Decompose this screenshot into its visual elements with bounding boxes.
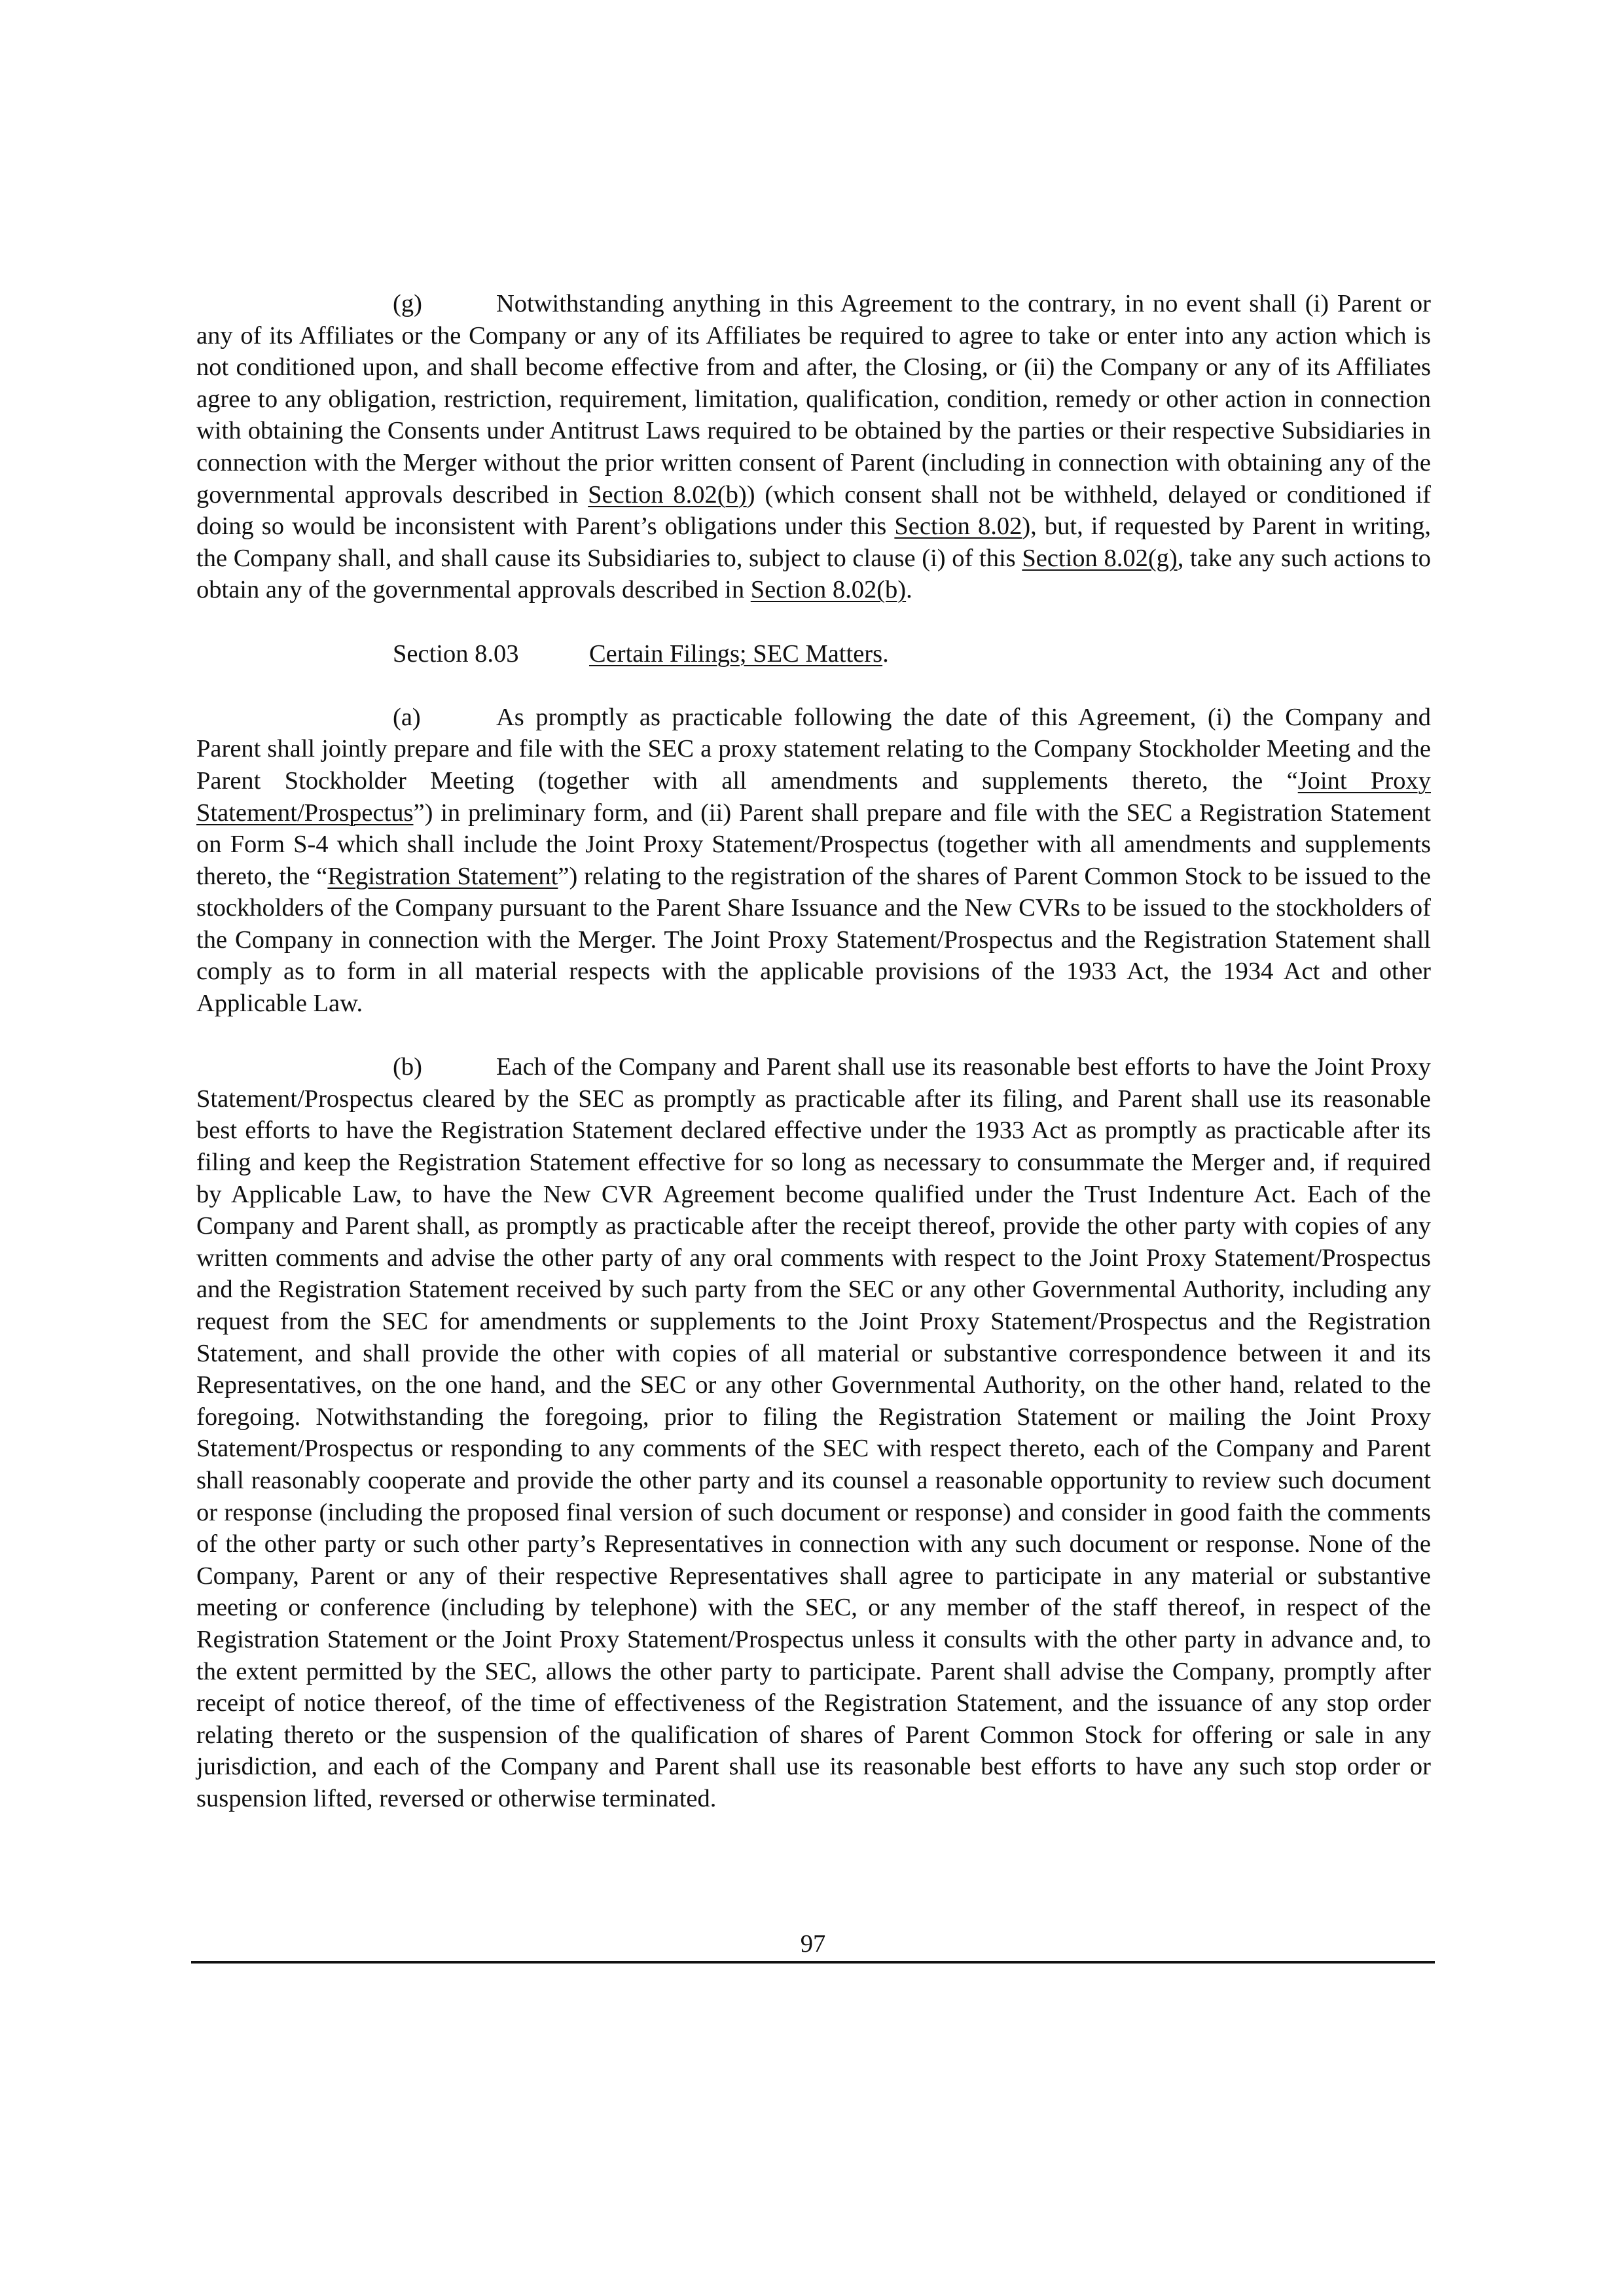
paragraph-text: Each of the Company and Parent shall use its reasonable best efforts to have the Joint Proxy Statement/Prospectus cleared by the SEC as promptly as practicable after its filing, and Parent shall use its reasonable best efforts to have the Registration Statement declared effective under the 1933 Act as promptly as practicable after its filing and keep the Registration Statement effective for so long as necessary to consummate the Merger and, if required by Applicable Law, to have the New CVR Agreement become qualified under the Trust Indenture Act. Each of the Company and Parent shall, as promptly as practicable after the receipt thereof, provide the other party with copies of any written comments and advise the other party of any oral comments with respect to the Joint Proxy Statement/Prospectus and the Registration Statement received by such party from the SEC or any other Governmental Authority, including any request from the SEC for amendments or supplements to the Joint Proxy Statement/Prospectus and the Registration Statement, and shall provide the other with copies of all material or substantive correspondence between it and its Representatives, on the one hand, and the SEC or any other Governmental Authority, on the other hand, related to the foregoing. Notwithstanding the foregoing, prior to filing the Registration Statement or mailing the Joint Proxy Statement/Prospectus or responding to any comments of the SEC with respect thereto, each of the Company and Parent shall reasonably cooperate and provide the other party and its counsel a reasonable opportunity to review such document or response (including the proposed final version of such document or response) and consider in good faith the comments of the other party or such other party’s Representatives in connection with any such document or response. None of the Company, Parent or any of their respective Representatives shall agree to participate in any material or substantive meeting or conference (including by telephone) with the SEC, or any member of the staff thereof, in respect of the Registration Statement or the Joint Proxy Statement/Prospectus unless it consults with the other party in advance and, to the extent permitted by the SEC, allows the other party to participate. Parent shall advise the Company, promptly after receipt of notice thereof, of the time of effectiveness of the Registration Statement, and the issuance of any stop order relating thereto or the suspension of the qualification of shares of Parent Common Stock for offering or sale in any jurisdiction, and each of the Company and Parent shall use its reasonable best efforts to have any such stop order or suspension lifted, reversed or otherwise terminated.: [196, 1053, 1431, 1812]
defined-term: Joint Proxy Statement/Prospectus: [196, 766, 1431, 827]
page-number: 97: [800, 1930, 826, 1958]
defined-term: Registration Statement: [327, 862, 558, 890]
paragraph-b: [196, 1051, 1431, 1814]
section-reference: Section 8.02(b): [588, 480, 747, 509]
paragraph-label: (b): [393, 1053, 422, 1081]
paragraph-a: [196, 702, 1431, 1020]
section-reference: Section 8.02(g): [1022, 544, 1178, 572]
paragraph-text: ) (which consent shall not be withheld, delayed or conditioned if doing so would be inconsistent with Parent’s obligations under this: [196, 480, 1431, 541]
paragraph-text: ”) relating to the registration of the shares of Parent Common Stock to be issued to the stockholders of the Company pursuant to the Parent Share Issuance and the New CVRs to be issued to the stockholders of the Company in connection with the Merger. The Joint Proxy Statement/Prospectus and the Registration Statement shall comply as to form in all material respects with the applicable provisions of the 1933 Act, the 1934 Act and other Applicable Law.: [196, 862, 1432, 1018]
paragraph-text: Notwithstanding anything in this Agreement to the contrary, in no event shall (i) Parent or any of its Affiliates or the Company or any of its Affiliates be required to agree to take or enter into any action which is not conditioned upon, and shall become effective from and after, the Closing, or (ii) the Company or any of its Affiliates agree to any obligation, restriction, requirement, limitation, qualification, condition, remedy or other action in connection with obtaining the Consents under Antitrust Laws required to be obtained by the parties or their respective Subsidiaries in connection with the Merger without the prior written consent of Parent (including in connection with obtaining any of the governmental approvals described in: [196, 290, 1431, 509]
paragraph-text: ), but, if requested by Parent in writing, the Company shall, and shall cause its Subsidiaries to, subject to clause (i) of this: [196, 512, 1431, 572]
footer-rule: [191, 1961, 1435, 1964]
paragraph-spacer: [196, 670, 1431, 702]
section-title: Certain Filings; SEC Matters: [589, 639, 883, 668]
paragraph-spacer: [196, 1020, 1431, 1052]
paragraph-text: As promptly as practicable following the date of this Agreement, (i) the Company and Parent shall jointly prepare and file with the SEC a proxy statement relating to the Company Stockholder Meeting and the Parent Stockholder Meeting (together with all amendments and supplements thereto, the “: [196, 703, 1431, 795]
paragraph-text: , take any such actions to obtain any of the governmental approvals described in: [196, 544, 1432, 604]
paragraph-label: (a): [393, 703, 421, 731]
section-number: Section 8.03: [393, 639, 519, 668]
paragraph-text: ”) in preliminary form, and (ii) Parent shall prepare and file with the SEC a Registration Statement on Form S-4 which shall include the Joint Proxy Statement/Prospectus (together with all amendments and supplements thereto, the “: [196, 798, 1431, 890]
paragraph-spacer: [196, 606, 1431, 638]
paragraph-g: [196, 288, 1431, 606]
section-heading: [196, 638, 1431, 670]
section-reference: Section 8.02(b): [750, 576, 907, 604]
paragraph-text: .: [906, 576, 912, 604]
section-title-period: .: [882, 639, 889, 668]
page-footer: [191, 1928, 1435, 1964]
section-reference: Section 8.02: [894, 512, 1022, 541]
document-page: [196, 288, 1431, 1815]
paragraph-label: (g): [393, 290, 422, 317]
